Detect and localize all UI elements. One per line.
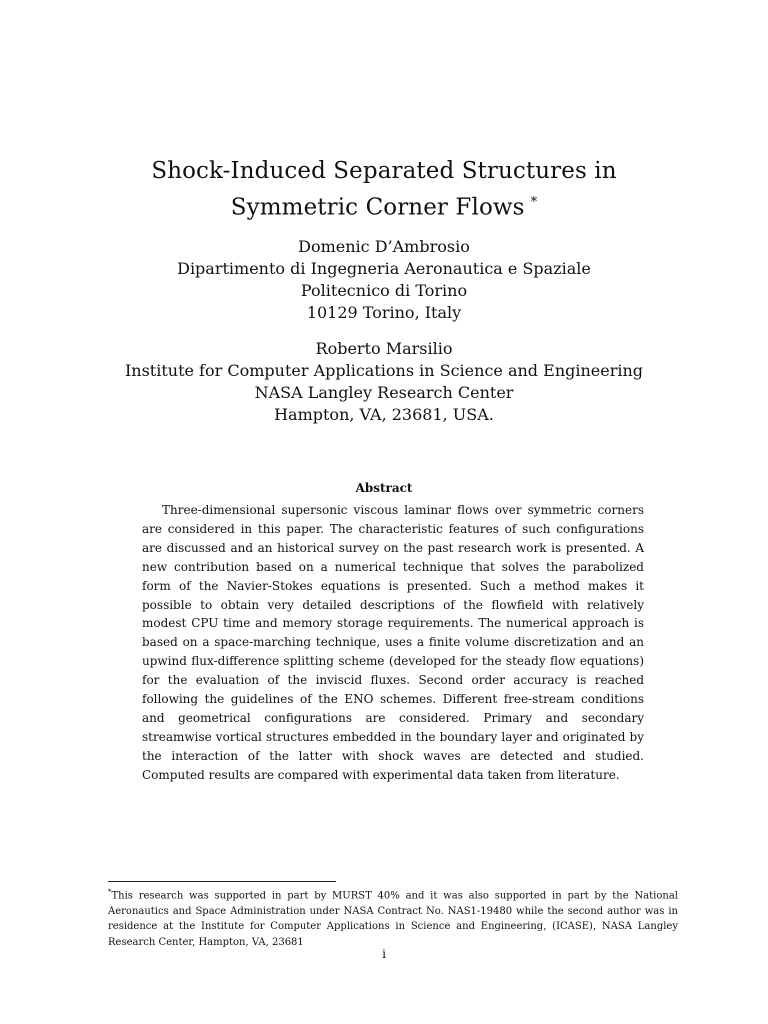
author-name-1: Domenic D’Ambrosio — [298, 237, 470, 256]
title-line-2 — [0, 187, 768, 224]
footnote-text: This research was supported in part by MURST 40% and it was also supported in part by the National Aeronautics and Space Administration under NASA Contract No. NAS1-19480 while the second author was in residence at the Institute for Computer Applications in Science and Engineering, (ICASE), NASA Langley Research Center, Hampton, VA, 23681 — [108, 890, 678, 948]
title-line-1: Shock-Induced Separated Structures in — [151, 158, 617, 184]
author-2-institute: Institute for Computer Applications in Science and Engineering — [124, 361, 644, 380]
paper-title — [0, 155, 768, 224]
author-1-department: Dipartimento di Ingegneria Aeronautica e Spaziale — [177, 259, 591, 278]
footnote-marker: * — [108, 888, 112, 896]
author-1-institution: Politecnico di Torino — [300, 281, 468, 300]
title-line-2-text: Symmetric Corner Flows — [230, 194, 525, 221]
author-2-center: NASA Langley Research Center — [254, 383, 514, 402]
footnote — [108, 885, 678, 950]
abstract-heading: Abstract — [355, 481, 413, 495]
author-name-2: Roberto Marsilio — [315, 339, 453, 358]
author-1-address: 10129 Torino, Italy — [306, 303, 462, 322]
footnote-divider — [108, 881, 336, 882]
author-block-2 — [0, 338, 768, 426]
author-block-1 — [0, 236, 768, 324]
abstract-paragraph: Three-dimensional supersonic viscous laminar flows over symmetric corners are considered in this paper. The characteristic features of such configurations are discussed and an historical survey on the past research work is presented. A new contribution based on a numerical technique that solves the parabolized form of the Navier-Stokes equations is presented. Such a method makes it possible to obtain very detailed descriptions of the flowfield with relatively modest CPU time and memory storage requirements. The numerical approach is based on a space-marching technique, uses a finite volume discretization and an upwind flux-difference splitting scheme (developed for the steady flow equations) for the evaluation of the inviscid fluxes. Second order accuracy is reached following the guidelines of the ENO schemes. Different free-stream conditions and geometrical configurations are considered. Primary and secondary streamwise vortical structures embedded in the boundary layer and originated by the interaction of the latter with shock waves are detected and studied. Computed results are compared with experimental data taken from literature. — [142, 503, 644, 782]
page-number: i — [382, 947, 386, 961]
author-2-address: Hampton, VA, 23681, USA. — [274, 405, 494, 424]
title-footnote-marker: * — [530, 195, 538, 210]
abstract-body — [142, 501, 644, 785]
